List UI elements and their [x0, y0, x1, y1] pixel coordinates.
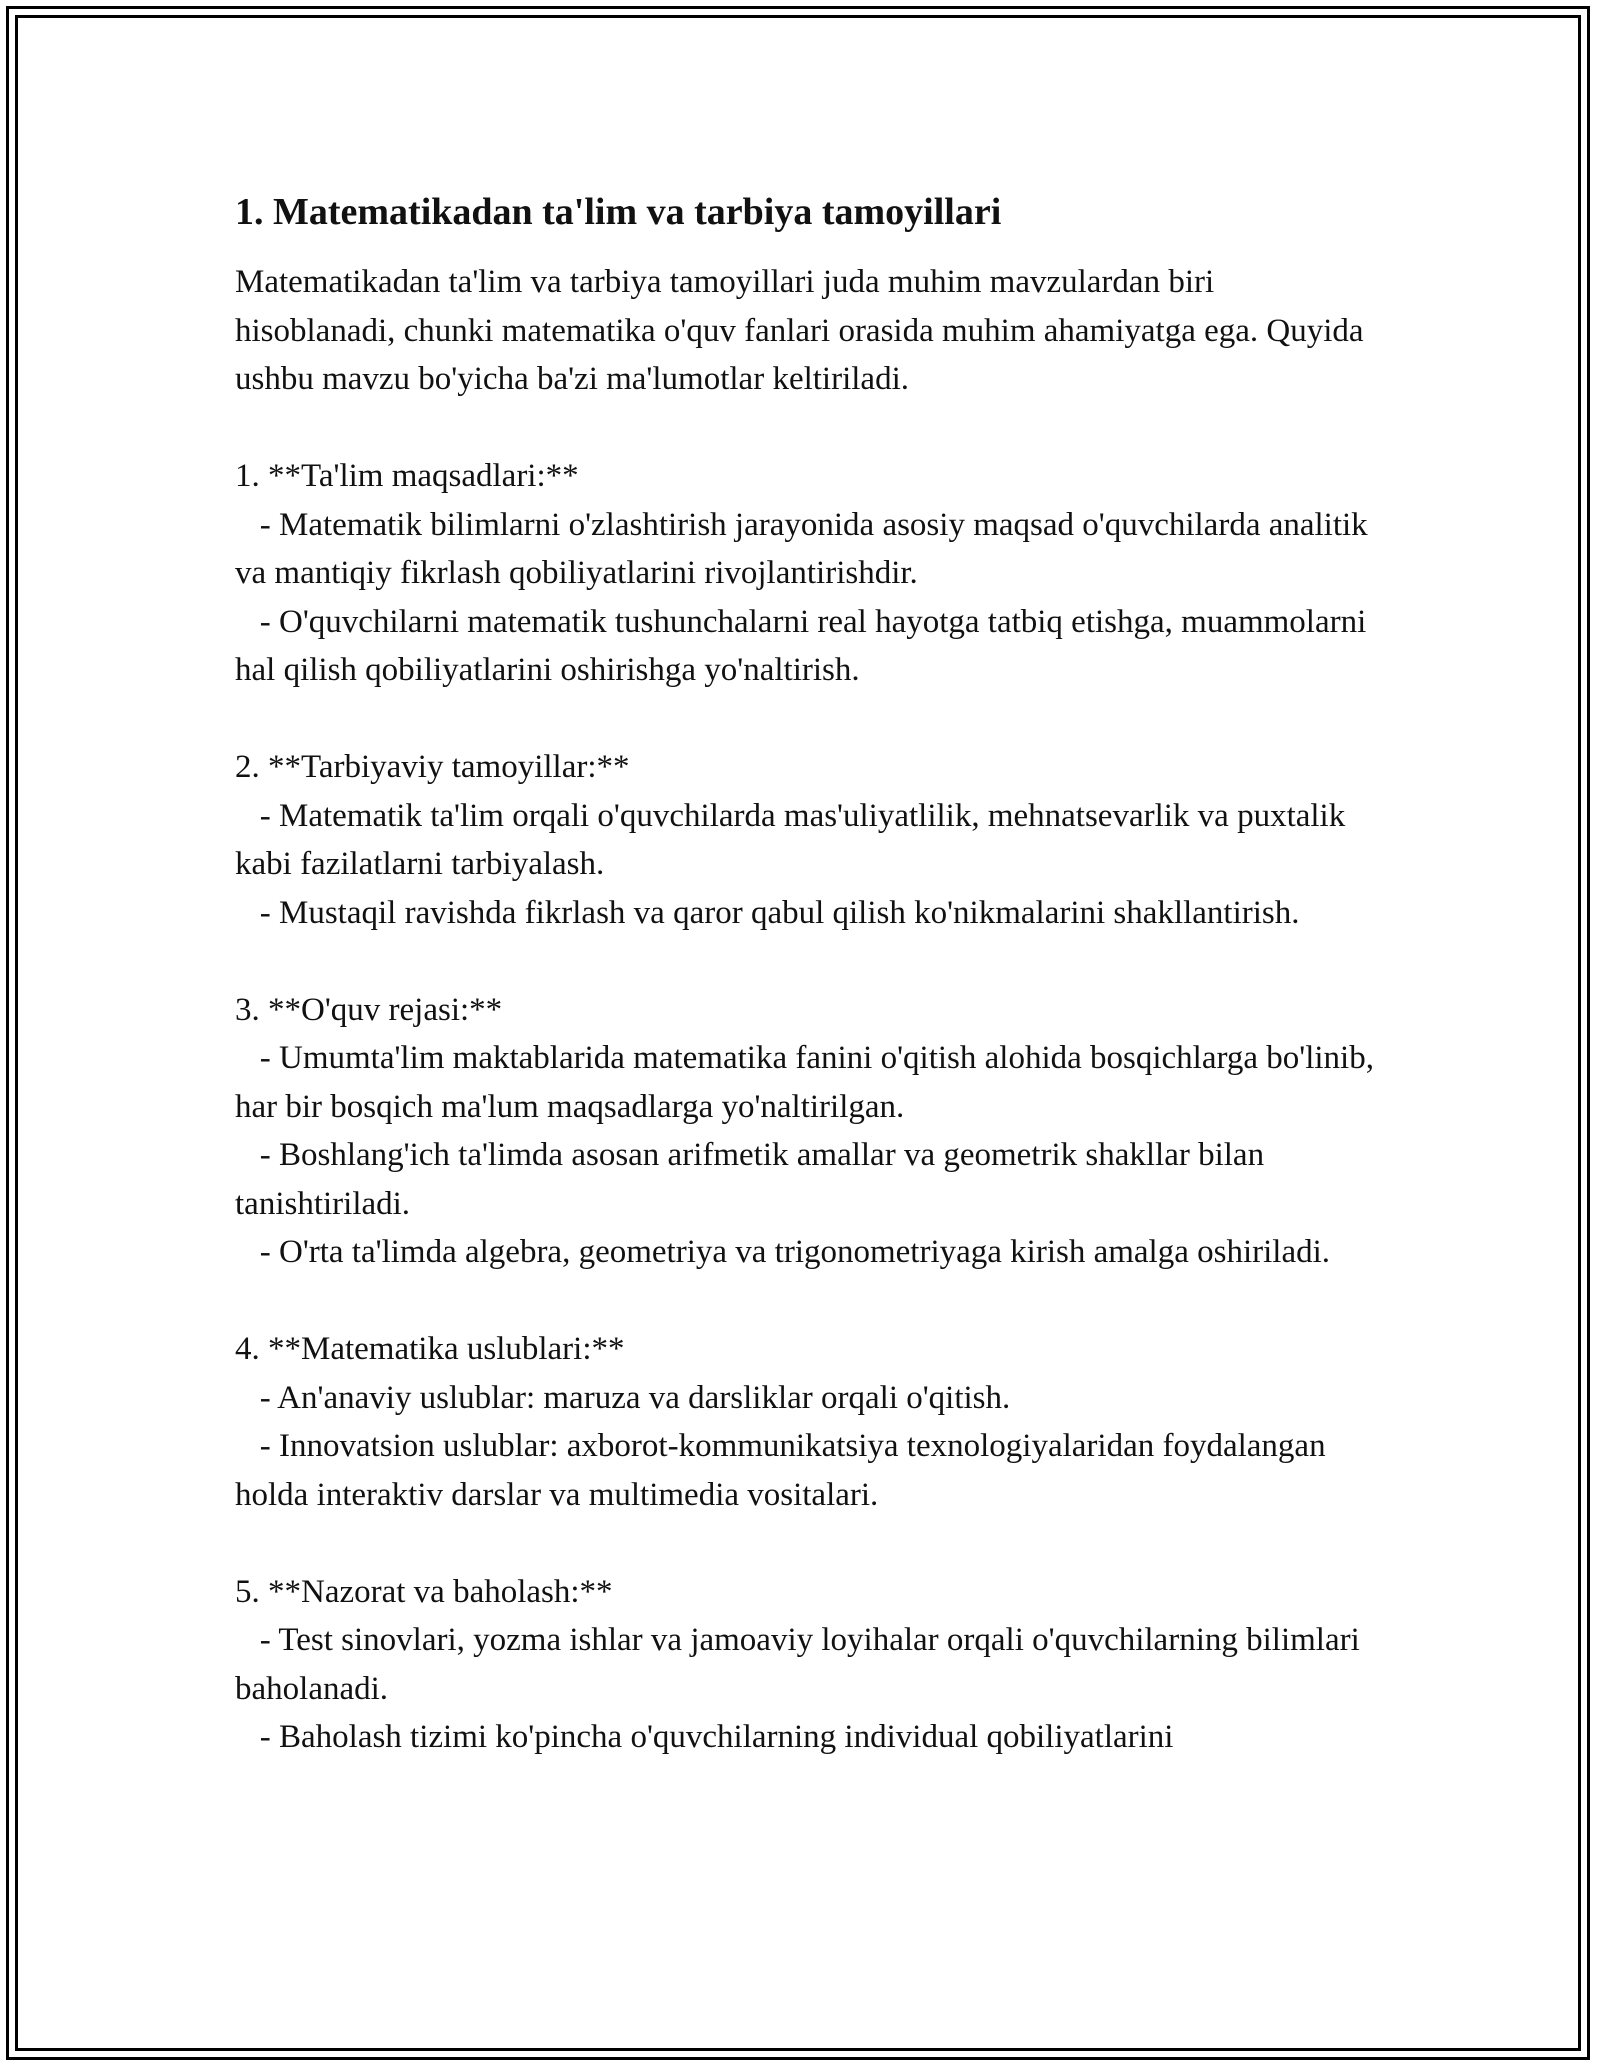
bullet-item: - Mustaqil ravishda fikrlash va qaror qabul qilish ko'nikmalarini shakllantirish. — [235, 894, 1300, 931]
section-heading: 4. **Matematika uslublari:** — [235, 1331, 625, 1367]
bullet-item: - An'anaviy uslublar: maruza va darsliklar orqali o'qitish. — [235, 1379, 1011, 1416]
bullet-item: - Baholash tizimi ko'pincha o'quvchilarning individual qobiliyatlarini — [235, 1719, 1174, 1755]
bullet-item: - Innovatsion uslublar: axborot-kommunikatsiya texnologiyalaridan foydalangan holda interaktiv darslar va multimedia vositalari. — [235, 1428, 1334, 1513]
section-heading: 1. **Ta'lim maqsadlari:** — [235, 458, 579, 494]
section — [235, 1325, 1375, 1519]
bullet-item: - O'quvchilarni matematik tushunchalarni real hayotga tatbiq etishga, muammolarni hal qilish qobiliyatlarini oshirishga yo'naltirish. — [235, 603, 1375, 688]
bullet-item: - Matematik bilimlarni o'zlashtirish jarayonida asosiy maqsad o'quvchilarda analitik va mantiqiy fikrlash qobiliyatlarini rivojlantirishdir. — [235, 506, 1376, 591]
document-body — [235, 186, 1383, 1762]
section — [235, 743, 1375, 937]
section — [235, 1568, 1375, 1762]
spacer — [235, 1519, 1375, 1568]
spacer — [235, 1277, 1375, 1326]
document-title: 1. Matematikadan ta'lim va tarbiya tamoyillari — [235, 191, 1002, 233]
bullet-item: - Test sinovlari, yozma ishlar va jamoaviy loyihalar orqali o'quvchilarning bilimlari baholanadi. — [235, 1622, 1369, 1707]
intro-paragraph: Matematikadan ta'lim va tarbiya tamoyillari juda muhim mavzulardan biri hisoblanadi, chunki matematika o'quv fanlari orasida muhim ahamiyatga ega. Quyida ushbu mavzu bo'yicha ba'zi ma'lumotlar keltiriladi. — [235, 264, 1372, 397]
section — [235, 452, 1375, 695]
section-heading: 3. **O'quv rejasi:** — [235, 991, 503, 1028]
section-heading: 2. **Tarbiyaviy tamoyillar:** — [235, 749, 630, 785]
spacer — [235, 404, 1375, 453]
spacer — [235, 695, 1375, 744]
bullet-item: - Umumta'lim maktablarida matematika fanini o'qitish alohida bosqichlarga bo'linib, har bir bosqich ma'lum maqsadlarga yo'naltirilgan. — [235, 1040, 1383, 1125]
section-heading: 5. **Nazorat va baholash:** — [235, 1573, 613, 1610]
bullet-item: - O'rta ta'limda algebra, geometriya va trigonometriyaga kirish amalga oshiriladi. — [235, 1234, 1331, 1270]
bullet-item: - Matematik ta'lim orqali o'quvchilarda mas'uliyatlilik, mehnatsevarlik va puxtalik kabi fazilatlarni tarbiyalash. — [235, 797, 1354, 882]
bullet-item: - Boshlang'ich ta'limda asosan arifmetik amallar va geometrik shakllar bilan tanishtiriladi. — [235, 1137, 1273, 1222]
spacer — [235, 937, 1375, 986]
section — [235, 986, 1383, 1277]
